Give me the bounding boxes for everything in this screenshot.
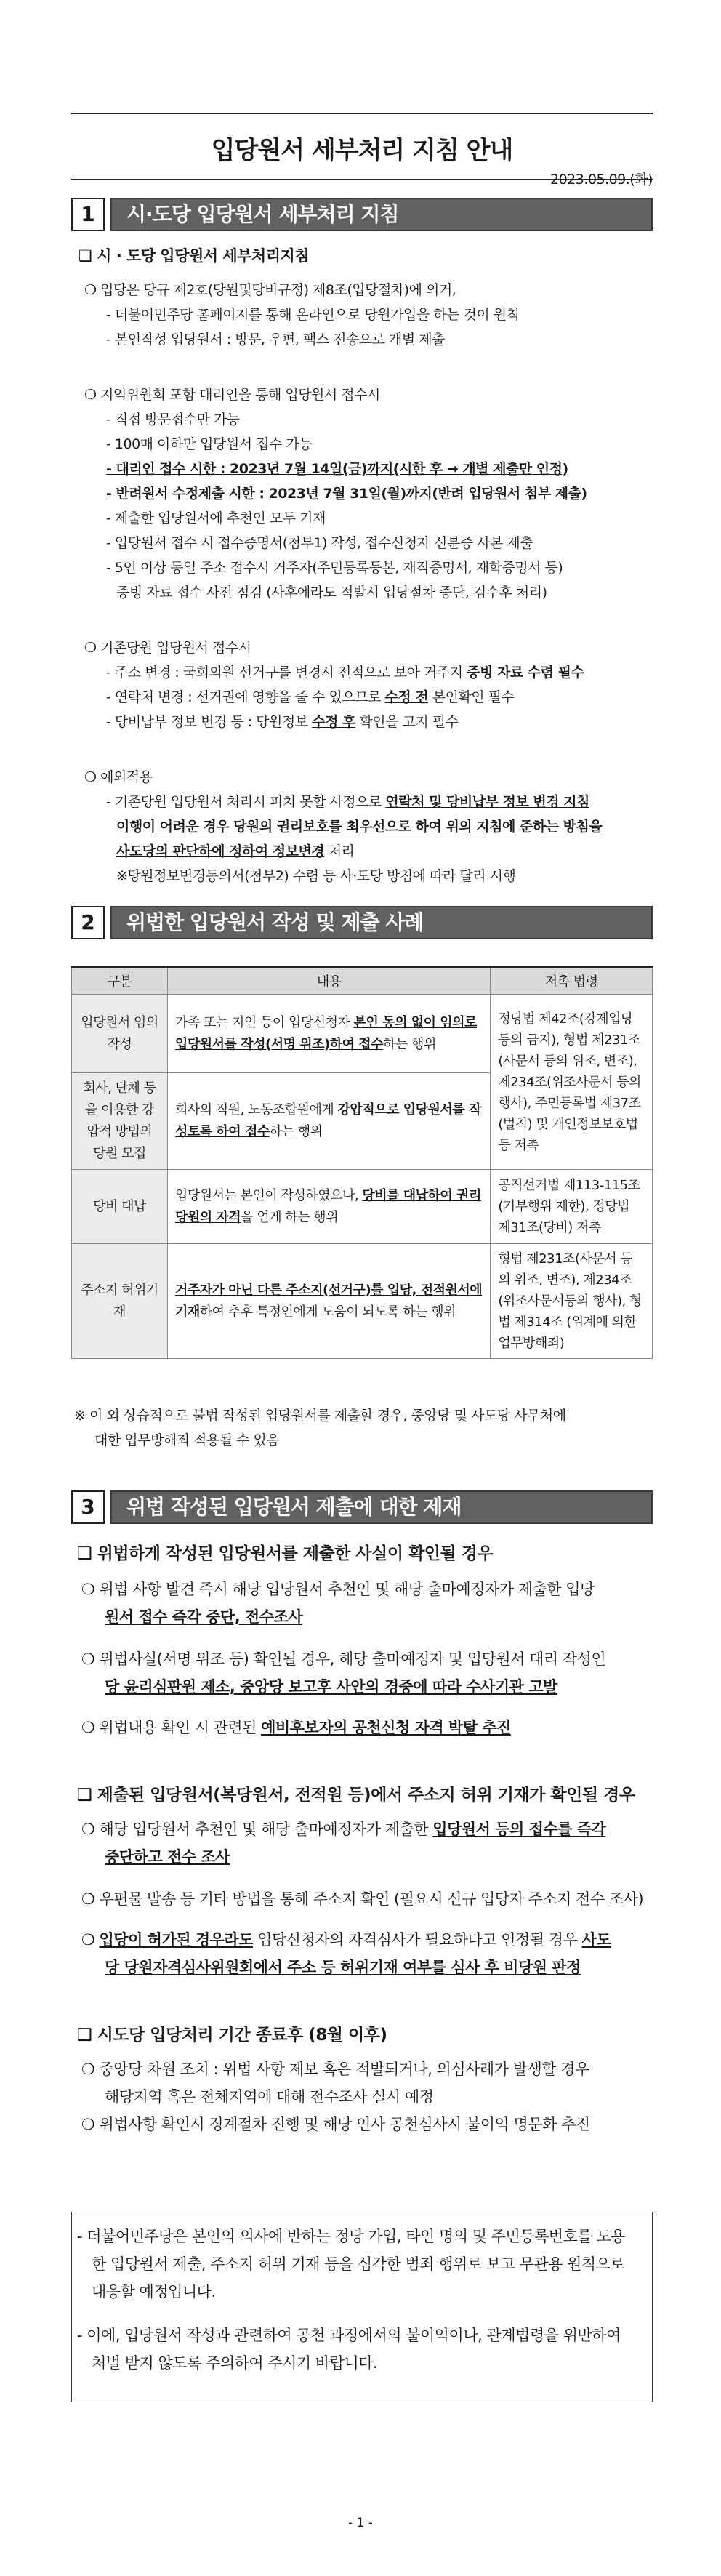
s1-b4-l1 — [106, 791, 589, 811]
section-2-number: 2 — [71, 906, 105, 939]
s1-b4-l3 — [116, 840, 354, 860]
desc-text: 회사의 직원, 노동조합원에게 — [174, 1102, 338, 1118]
s1-b4-l3a: 사도당의 판단하에 정하여 정보변경 — [116, 843, 325, 859]
section-2-title: 위법한 입당원서 작성 및 제출 사례 — [126, 910, 424, 934]
table-cell-content — [167, 1073, 490, 1170]
s1-b3-lead: ❍ 기존당원 입당원서 접수시 — [84, 640, 251, 656]
table-cell-content — [167, 995, 490, 1073]
s1-b2-l2: - 100매 이하만 입당원서 접수 가능 — [106, 436, 313, 452]
s1-b2-l8: 증빙 자료 접수 사전 점검 (사후에라도 적발시 입당절차 중단, 검수후 처리) — [116, 585, 547, 601]
s1-b2-l6: - 입당원서 접수 시 접수증명서(첨부1) 작성, 접수신청자 신분증 사본 제출 — [106, 535, 533, 551]
section-1-number: 1 — [71, 198, 105, 231]
table-cell-content — [167, 1170, 490, 1244]
table-cell-content — [167, 1244, 490, 1359]
s1-b4-l4: ※당원정보변경동의서(첨부2) 수렴 등 사·도당 방침에 따라 달리 시행 — [116, 868, 516, 884]
s1-b3-l2b: 수정 전 — [384, 689, 429, 705]
s1-b4-l1b: 연락처 및 당비납부 정보 변경 지침 — [385, 794, 589, 810]
page-title: 입당원서 세부처리 지침 안내 — [211, 136, 513, 165]
table-cell-law: 공직선거법 제113-115조(기부행위 제한), 정당법 제31조(당비) 저촉 — [491, 1170, 653, 1244]
s1-b3-l3a: - 당비납부 정보 변경 등 : 당원정보 — [106, 714, 313, 730]
s1-b2-lead: ❍ 지역위원회 포함 대리인을 통해 입당원서 접수시 — [84, 387, 380, 403]
s1-b3-l2c: 본인확인 필수 — [428, 689, 515, 705]
s3-a2: ❍ 위법사실(서명 위조 등) 확인될 경우, 해당 출마예정자 및 입당원서 대리 작성인 — [81, 1650, 606, 1668]
s1-b2-l7: - 5인 이상 동일 주소 접수시 거주자(주민등록등본, 재직증명서, 재학증명서 등) — [106, 560, 563, 576]
s3-c1a: ❍ 해당 입당원서 추천인 및 해당 출마예정자가 제출한 — [81, 1821, 433, 1838]
s3-c1c: 중단하고 전수 조사 — [105, 1848, 230, 1866]
violation-table — [71, 966, 653, 1359]
s3-c2: ❍ 우편물 발송 등 기타 방법을 통해 주소지 확인 (필요시 신규 입당자 주소지 전수 조사) — [81, 1890, 644, 1908]
s3-c1b: 입당원서 등의 접수를 즉각 — [432, 1821, 606, 1838]
s3-c1 — [81, 1818, 605, 1839]
s3-a2b: 당 윤리심판원 제소, 중앙당 보고후 사안의 경중에 따라 수사기관 고발 — [105, 1678, 557, 1696]
section-2-bar — [110, 906, 653, 939]
s1-b3-l1b: 증빙 자료 수렴 필수 — [467, 665, 584, 681]
s1-b4-l2: 이행이 어려운 경우 당원의 권리보호를 최우선으로 하여 위의 지침에 준하는 방침을 — [116, 819, 603, 835]
s3-heading-1: ❑ 위법하게 작성된 입당원서를 제출한 사실이 확인될 경우 — [77, 1544, 494, 1563]
notice-p1c: 대응할 예정입니다. — [92, 2283, 216, 2300]
section-3-bar — [110, 1490, 653, 1524]
desc-text: 입당원서는 본인이 작성하였으나, — [174, 1187, 363, 1203]
table-row — [72, 1244, 653, 1359]
s3-c3 — [81, 1928, 611, 1950]
s1-b2-l4: - 반려원서 수정제출 시한 : 2023년 7월 31일(월)까지(반려 입당원서 첨부 제출) — [106, 486, 587, 502]
table-row — [72, 995, 653, 1073]
s3-heading-2: ❑ 제출된 입당원서(복당원서, 전적원 등)에서 주소지 허위 기재가 확인될 경우 — [77, 1786, 635, 1805]
s1-b2-l1: - 직접 방문접수만 가능 — [106, 412, 240, 428]
section-3-header — [71, 1490, 653, 1524]
table-header-content: 내용 — [167, 967, 490, 995]
s3-c3d: 사도 — [581, 1931, 611, 1949]
s3-d1: ❍ 중앙당 차원 조치 : 위법 사항 제보 혹은 적발되거나, 의심사례가 발생할 경우 — [81, 2061, 589, 2078]
notice-p2b: 처벌 받지 않도록 주의하여 주시기 바랍니다. — [92, 2354, 378, 2372]
desc-emphasis: 거주자가 아닌 다른 주소지(선거구)를 입당, 전적원서에 기재 — [174, 1282, 483, 1320]
s3-c3e: 당 당원자격심사위원회에서 주소 등 허위기재 여부를 심사 후 비당원 판정 — [105, 1959, 581, 1976]
s2-note-l2: 대한 업무방해죄 적용될 수 있음 — [94, 1432, 280, 1448]
s3-a3b: 예비후보자의 공천신청 자격 박탈 추진 — [261, 1719, 511, 1736]
document-date: 2023.05.09.(화) — [549, 172, 653, 188]
s1-b3-l3 — [106, 711, 458, 731]
s1-b3-l2 — [106, 686, 514, 706]
table-header-row — [72, 967, 653, 995]
s1-b2-l5: - 제출한 입당원서에 추천인 모두 기재 — [106, 510, 326, 526]
s3-a1b: 원서 접수 즉각 중단, 전수조사 — [105, 1608, 303, 1626]
section-3-number: 3 — [71, 1490, 105, 1524]
desc-emphasis: 강압적으로 입당원서를 작성토록 하여 접수 — [174, 1102, 481, 1139]
s3-d2: ❍ 위법사항 확인시 징계절차 진행 및 해당 인사 공천심사시 불이익 명문화 추진 — [81, 2116, 590, 2133]
s3-c3b: 입당이 허가된 경우라도 — [99, 1931, 253, 1949]
s1-heading: ❑ 시 · 도당 입당원서 세부처리지침 — [78, 247, 310, 265]
s3-heading-3: ❑ 시도당 입당처리 기간 종료후 (8월 이후) — [77, 2026, 387, 2045]
s1-b3-l1a: - 주소 변경 : 국회의원 선거구를 변경시 전적으로 보아 거주지 — [106, 665, 467, 681]
s3-a3a: ❍ 위법내용 확인 시 관련된 — [81, 1719, 262, 1736]
table-cell-law: 정당법 제42조(강제입당 등의 금지), 형법 제231조(사문서 등의 위조, 변조), 제234조(위조사문서 등의 행사), 주민등록법 제37조(벌칙) 및 개인정보보호법 등 저촉 — [491, 995, 653, 1170]
table-row — [72, 1170, 653, 1244]
s3-d1b: 해당지역 혹은 전체지역에 대해 전수조사 실시 예정 — [105, 2088, 434, 2106]
s1-b3-l1 — [106, 662, 584, 681]
s1-b4-lead: ❍ 예외적용 — [84, 769, 153, 785]
table-cell-category: 당비 대납 — [72, 1170, 168, 1244]
s1-b3-l3b: 수정 후 — [312, 714, 355, 730]
s3-c3a: ❍ — [81, 1931, 100, 1949]
section-1-title: 시·도당 입당원서 세부처리 지침 — [126, 202, 399, 226]
s3-a1: ❍ 위법 사항 발견 즉시 해당 입당원서 추천인 및 해당 출마예정자가 제출한 입당 — [81, 1581, 595, 1598]
desc-text: 가족 또는 지인 등이 입당신청자 — [174, 1014, 354, 1030]
section-1-bar — [110, 198, 653, 231]
table-cell-category: 회사, 단체 등을 이용한 강압적 방법의 당원 모집 — [72, 1073, 168, 1170]
desc-text: 하여 추후 특정인에게 도움이 되도록 하는 행위 — [199, 1304, 456, 1320]
s3-a3 — [81, 1716, 511, 1738]
table-header-category: 구분 — [72, 967, 168, 995]
desc-emphasis: 본인 동의 없이 임의로 입당원서를 작성(서명 위조)하여 접수 — [174, 1014, 477, 1052]
desc-text: 을 얻게 하는 행위 — [241, 1209, 339, 1225]
s2-note-l1: ※ 이 외 상습적으로 불법 작성된 입당원서를 제출할 경우, 중앙당 및 사도당 사무처에 — [74, 1408, 566, 1424]
s1-b3-l3c: 확인을 고지 필수 — [355, 714, 459, 730]
table-cell-category: 입당원서 임의 작성 — [72, 995, 168, 1073]
desc-text: 하는 행위 — [269, 1124, 323, 1139]
desc-emphasis: 당비를 대납하여 권리당원의 자격 — [174, 1187, 481, 1225]
section-2-header — [71, 906, 653, 939]
s1-b4-l3b: 처리 — [324, 843, 355, 859]
notice-p1b: 한 입당원서 제출, 주소지 허위 기재 등을 심각한 범죄 행위로 보고 무관용 원칙으로 — [92, 2255, 625, 2273]
notice-p1: - 더불어민주당은 본인의 의사에 반하는 정당 가입, 타인 명의 및 주민등록번호를 도용 — [77, 2228, 625, 2245]
notice-p2: - 이에, 입당원서 작성과 관련하여 공천 과정에서의 불이익이나, 관계법령을 위반하여 — [77, 2327, 621, 2344]
desc-text: 하는 행위 — [383, 1036, 436, 1052]
table-cell-law: 형법 제231조(사문서 등의 위조, 변조), 제234조(위조사문서등의 행사), 형법 제314조 (위계에 의한 업무방해죄) — [491, 1244, 653, 1359]
table-cell-category: 주소지 허위기재 — [72, 1244, 168, 1359]
s3-c3c: 입당신청자의 자격심사가 필요하다고 인정될 경우 — [253, 1931, 582, 1949]
s1-b1-lead: ❍ 입당은 당규 제2호(당원및당비규정) 제8조(입당절차)에 의거, — [84, 282, 456, 298]
s1-b4-l1a: - 기존당원 입당원서 처리시 피치 못할 사정으로 — [106, 794, 386, 810]
table-header-law: 저촉 법령 — [491, 967, 653, 995]
section-3-title: 위법 작성된 입당원서 제출에 대한 제재 — [126, 1495, 462, 1519]
section-1-header — [71, 198, 653, 231]
page-number: - 1 - — [348, 2516, 373, 2530]
s1-b2-l3: - 대리인 접수 시한 : 2023년 7월 14일(금)까지(시한 후 → 개별 제출만 인정) — [106, 461, 568, 477]
s1-b1-l2: - 본인작성 입당원서 : 방문, 우편, 팩스 전송으로 개별 제출 — [106, 332, 445, 348]
s1-b1-l1: - 더불어민주당 홈페이지를 통해 온라인으로 당원가입을 하는 것이 원칙 — [106, 307, 520, 323]
s1-b3-l2a: - 연락처 변경 : 선거권에 영향을 줄 수 있으므로 — [106, 689, 385, 705]
